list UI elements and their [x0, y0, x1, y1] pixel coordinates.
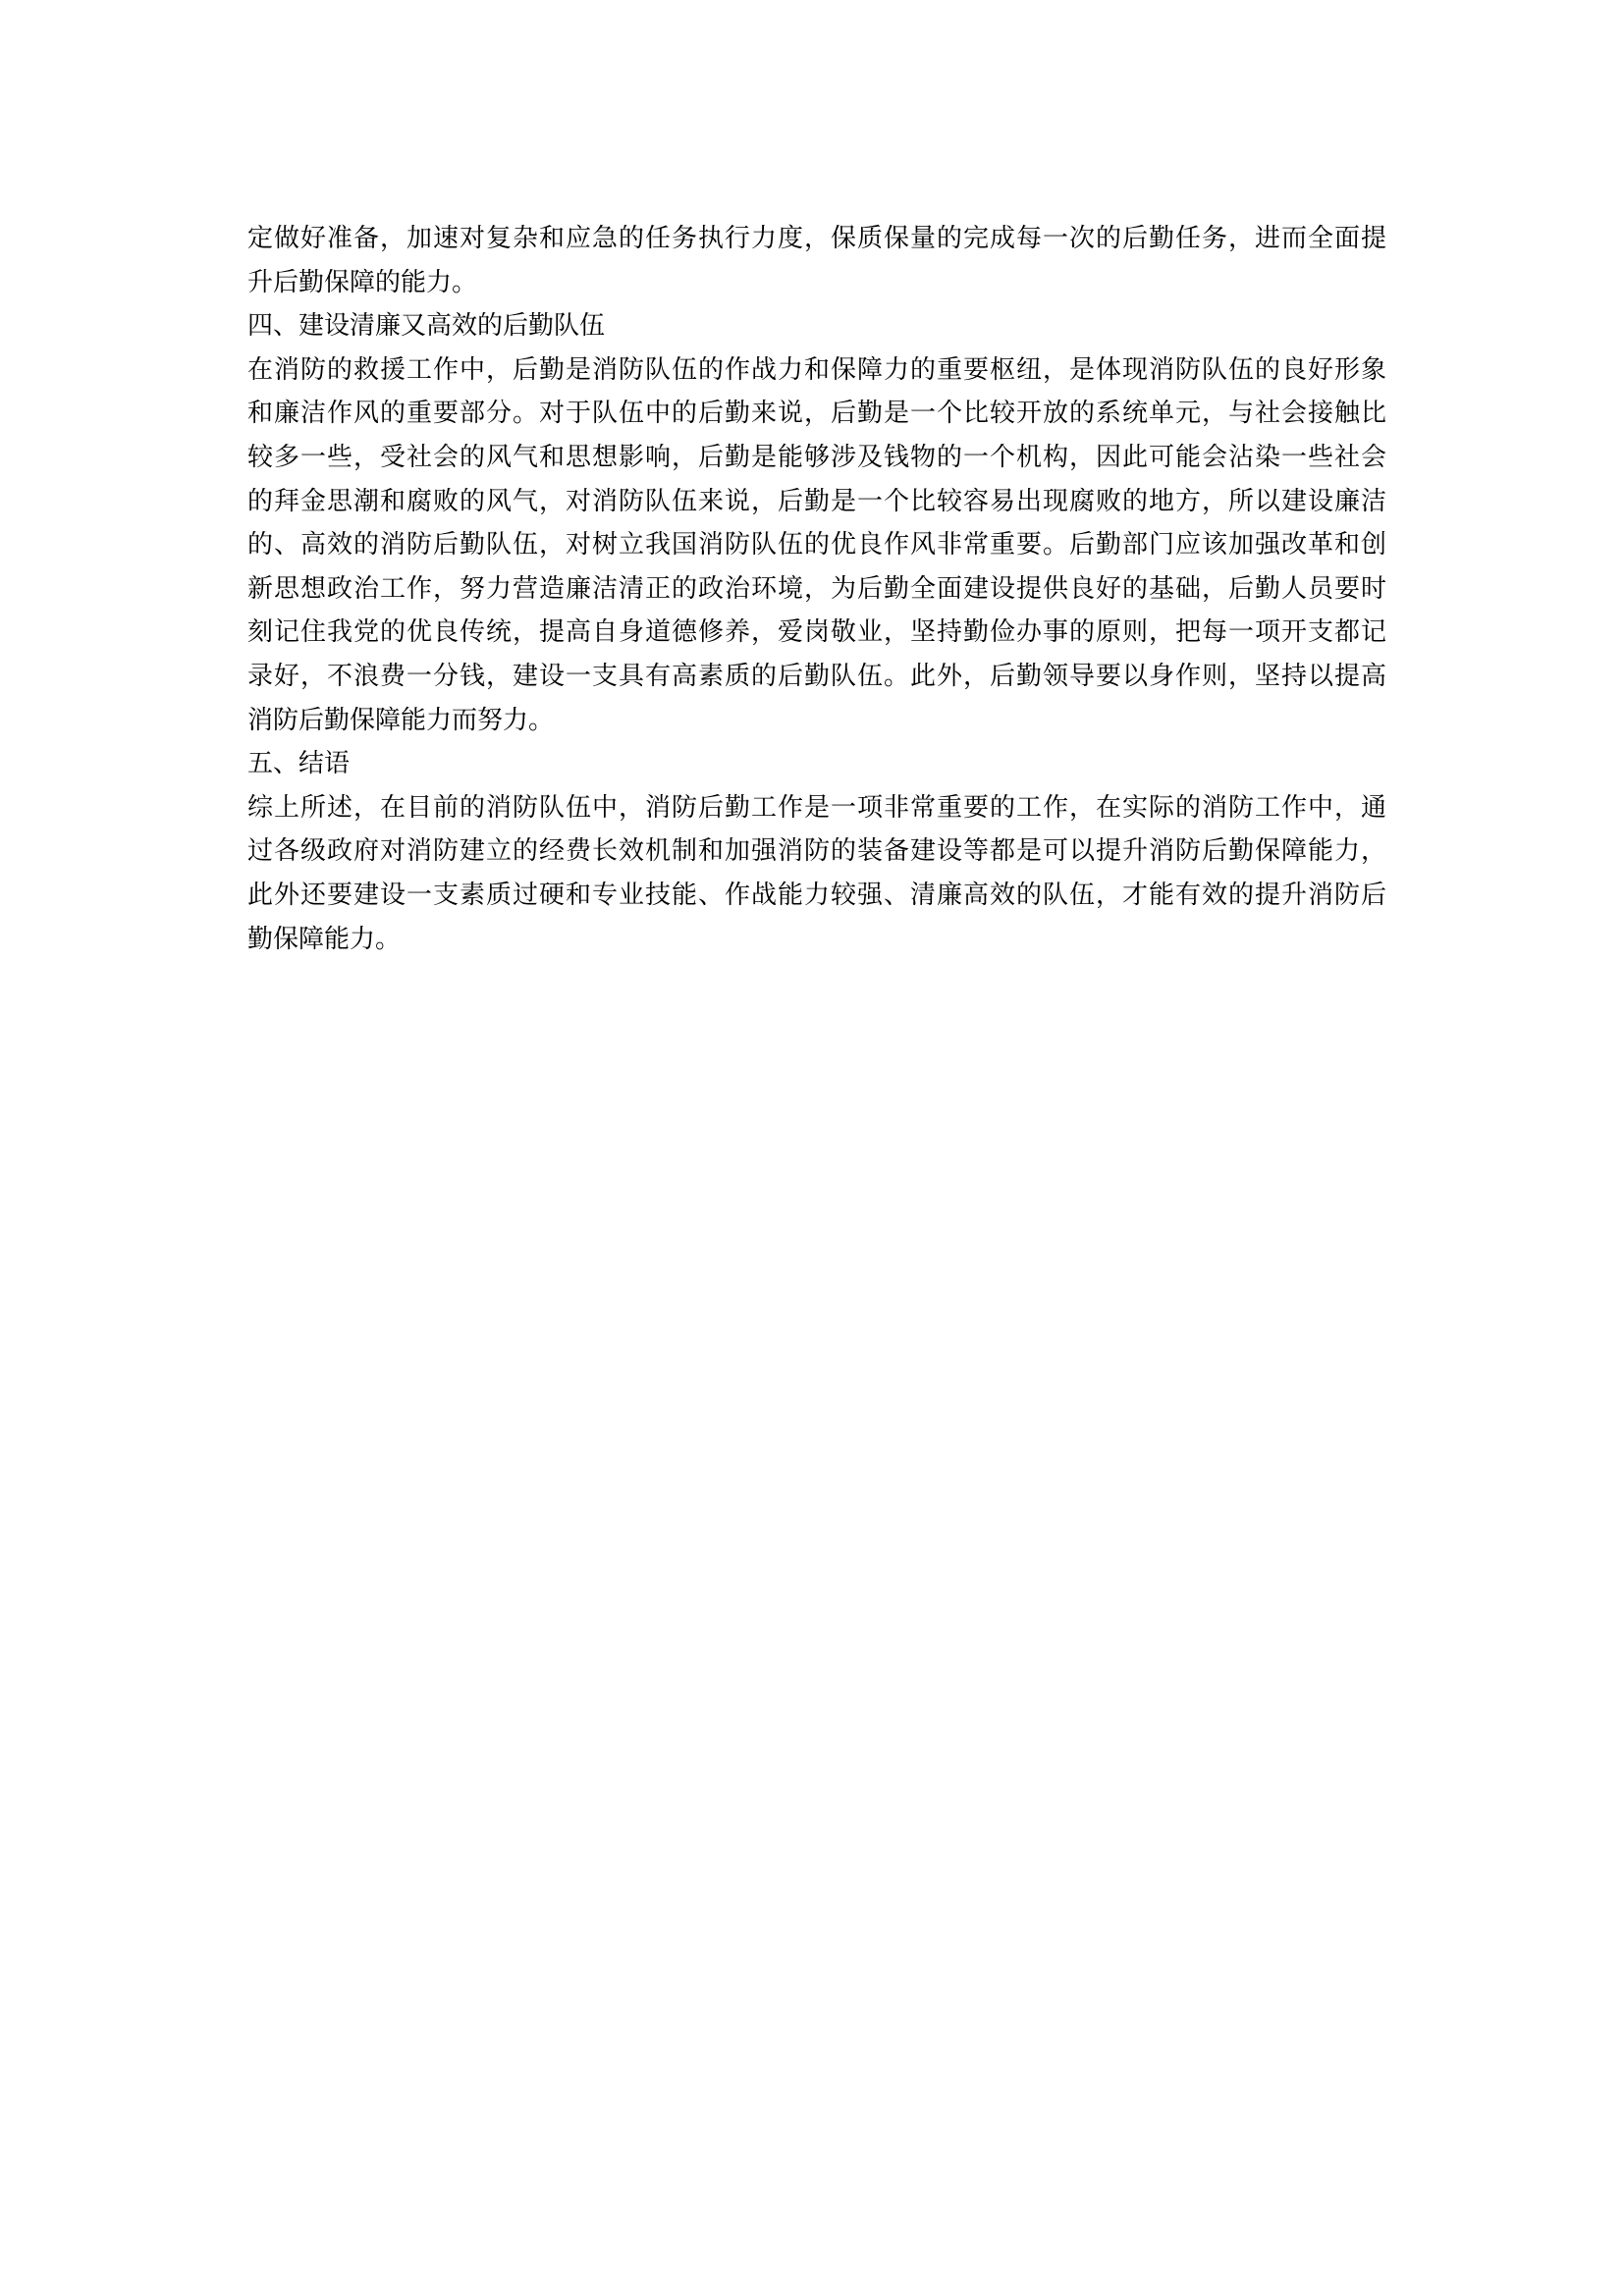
paragraph-line: 录好，不浪费一分钱，建设一支具有高素质的后勤队伍。此外，后勤领导要以身作则，坚持以提高 — [247, 661, 1386, 691]
paragraph-line: 较多一些，受社会的风气和思想影响，后勤是能够涉及钱物的一个机构，因此可能会沾染一些社会 — [247, 442, 1386, 472]
paragraph-line: 刻记住我党的优良传统，提高自身道德修养，爱岗敬业，坚持勤俭办事的原则，把每一项开支都记 — [247, 617, 1386, 648]
paragraph-line: 的、高效的消防后勤队伍，对树立我国消防队伍的优良作风非常重要。后勤部门应该加强改革和创 — [247, 530, 1386, 561]
paragraph-line: 定做好准备，加速对复杂和应急的任务执行力度，保质保量的完成每一次的后勤任务，进而全面提 — [247, 224, 1386, 253]
paragraph-line: 过各级政府对消防建立的经费长效机制和加强消防的装备建设等都是可以提升消防后勤保障能力， — [247, 836, 1386, 867]
paragraph-line: 消防后勤保障能力而努力。 — [247, 705, 555, 735]
paragraph-line: 的拜金思潮和腐败的风气，对消防队伍来说，后勤是一个比较容易出现腐败的地方，所以建设廉洁 — [247, 486, 1386, 516]
paragraph-line: 和廉洁作风的重要部分。对于队伍中的后勤来说，后勤是一个比较开放的系统单元，与社会接触比 — [247, 399, 1386, 429]
paragraph-line: 升后勤保障的能力。 — [247, 267, 478, 297]
paragraph-line: 在消防的救援工作中，后勤是消防队伍的作战力和保障力的重要枢纽，是体现消防队伍的良好形象 — [247, 354, 1386, 385]
document-body — [247, 217, 1386, 961]
section-heading: 四、建设清廉又高效的后勤队伍 — [247, 311, 606, 342]
paragraph-line: 综上所述，在目前的消防队伍中，消防后勤工作是一项非常重要的工作，在实际的消防工作中，通 — [247, 792, 1386, 823]
paragraph-line: 此外还要建设一支素质过硬和专业技能、作战能力较强、清廉高效的队伍，才能有效的提升消防后 — [247, 880, 1386, 910]
paragraph-line: 新思想政治工作，努力营造廉洁清正的政治环境，为后勤全面建设提供良好的基础，后勤人员要时 — [247, 573, 1386, 604]
paragraph-line: 勤保障能力。 — [247, 924, 402, 954]
section-heading: 五、结语 — [247, 749, 351, 779]
